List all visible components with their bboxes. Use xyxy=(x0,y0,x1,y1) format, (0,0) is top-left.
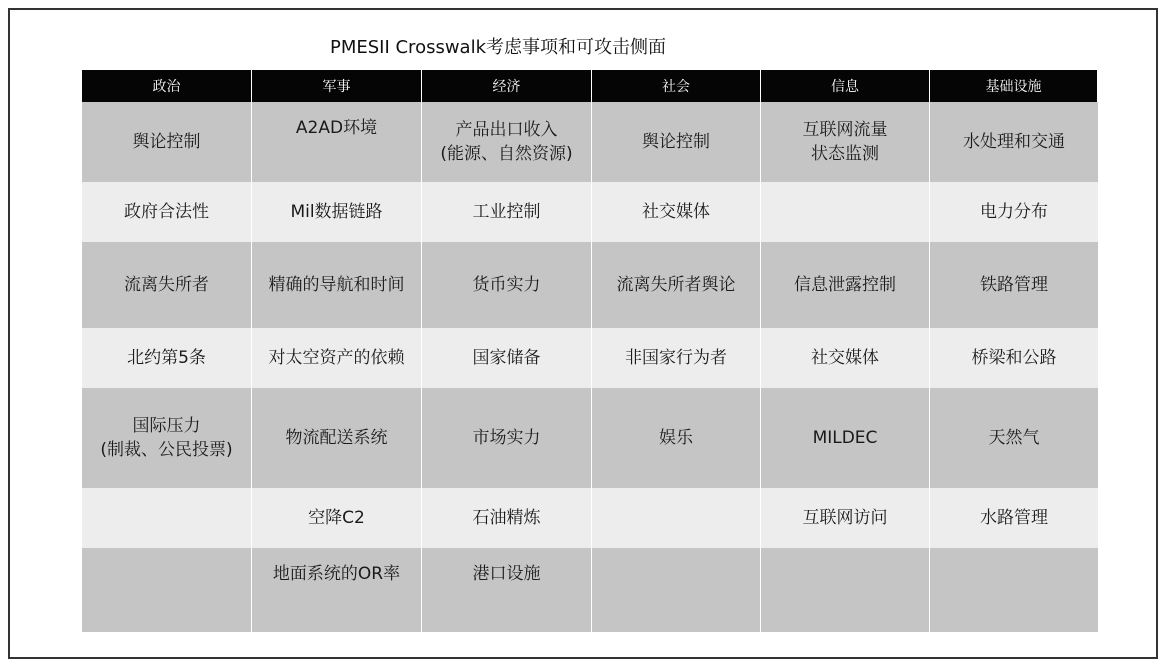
table-cell: Mil数据链路 xyxy=(252,182,422,242)
table-cell: 地面系统的OR率 xyxy=(252,548,422,632)
header-information: 信息 xyxy=(761,70,930,102)
table-cell: 娱乐 xyxy=(592,388,761,488)
header-social: 社会 xyxy=(592,70,761,102)
table-cell: 舆论控制 xyxy=(592,102,761,182)
table-cell: 铁路管理 xyxy=(930,242,1098,328)
table-cell: 精确的导航和时间 xyxy=(252,242,422,328)
table-cell: 天然气 xyxy=(930,388,1098,488)
table-cell: 对太空资产的依赖 xyxy=(252,328,422,388)
table-cell: 国家储备 xyxy=(422,328,592,388)
table-cell: 市场实力 xyxy=(422,388,592,488)
table-cell xyxy=(930,548,1098,632)
table-cell: 互联网访问 xyxy=(761,488,930,548)
pmesii-table xyxy=(82,70,1098,642)
table-cell: 国际压力 (制裁、公民投票) xyxy=(82,388,252,488)
table-cell: 电力分布 xyxy=(930,182,1098,242)
table-cell: 政府合法性 xyxy=(82,182,252,242)
table-cell: 物流配送系统 xyxy=(252,388,422,488)
table-cell: 信息泄露控制 xyxy=(761,242,930,328)
header-infrastructure: 基础设施 xyxy=(930,70,1098,102)
table-cell: 空降C2 xyxy=(252,488,422,548)
header-political: 政治 xyxy=(82,70,252,102)
table-cell: 桥梁和公路 xyxy=(930,328,1098,388)
table-cell: 社交媒体 xyxy=(761,328,930,388)
table-cell: 北约第5条 xyxy=(82,328,252,388)
table-cell: 流离失所者舆论 xyxy=(592,242,761,328)
header-military: 军事 xyxy=(252,70,422,102)
table-cell xyxy=(82,488,252,548)
table-cell: 社交媒体 xyxy=(592,182,761,242)
figure-frame xyxy=(8,8,1158,659)
table-cell: 货币实力 xyxy=(422,242,592,328)
table-cell xyxy=(592,488,761,548)
table-cell: 工业控制 xyxy=(422,182,592,242)
table-cell: 产品出口收入 (能源、自然资源) xyxy=(422,102,592,182)
table-cell: A2AD环境 xyxy=(252,102,422,182)
table-cell: 港口设施 xyxy=(422,548,592,632)
table-cell: 流离失所者 xyxy=(82,242,252,328)
table-cell xyxy=(761,182,930,242)
table-cell: 石油精炼 xyxy=(422,488,592,548)
table-cell xyxy=(592,548,761,632)
table-cell xyxy=(82,548,252,632)
table-cell: MILDEC xyxy=(761,388,930,488)
table-cell: 水处理和交通 xyxy=(930,102,1098,182)
table-cell: 非国家行为者 xyxy=(592,328,761,388)
table-cell xyxy=(761,548,930,632)
table-cell: 舆论控制 xyxy=(82,102,252,182)
table-title: PMESII Crosswalk考虑事项和可攻击侧面 xyxy=(329,37,667,58)
table-cell: 互联网流量 状态监测 xyxy=(761,102,930,182)
table-cell: 水路管理 xyxy=(930,488,1098,548)
header-economic: 经济 xyxy=(422,70,592,102)
